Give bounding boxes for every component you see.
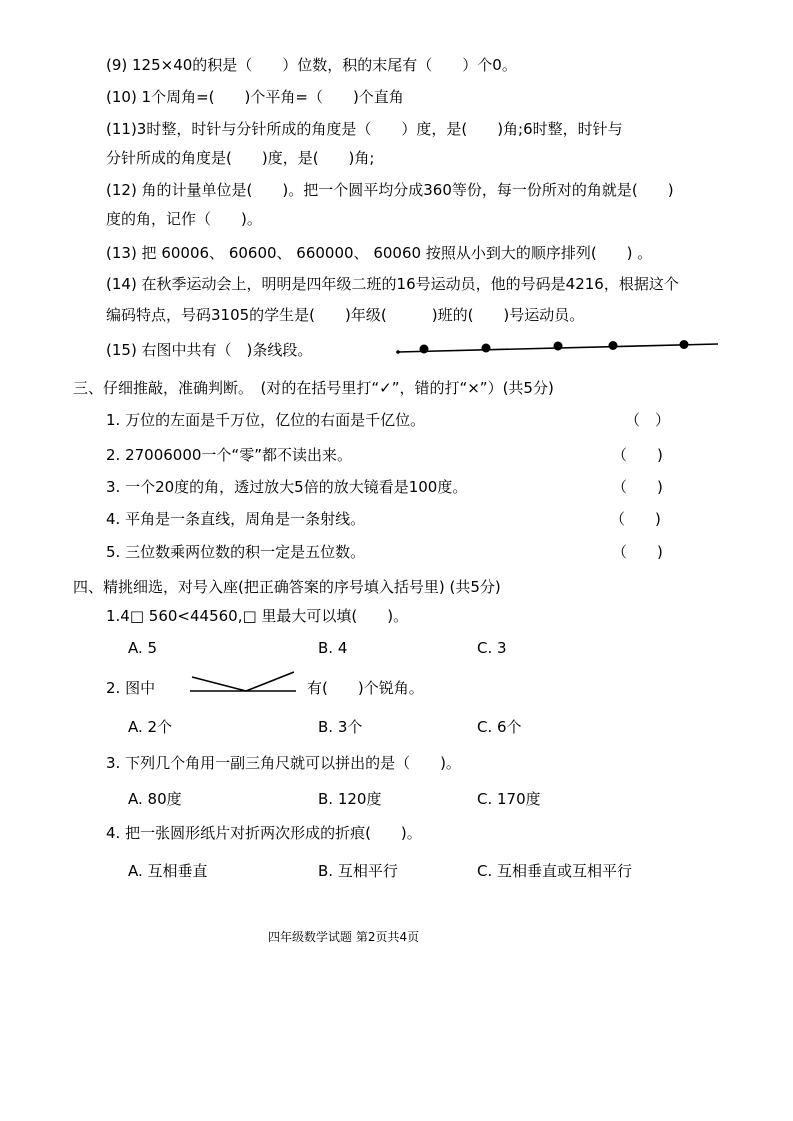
line-segments-figure [396, 338, 720, 358]
option-c[interactable]: C. 互相垂直或互相平行 [477, 862, 633, 880]
figure-point [396, 350, 400, 354]
figure-point [482, 344, 491, 353]
option-a[interactable]: A. 80度 [128, 790, 182, 808]
option-b[interactable]: B. 4 [318, 639, 348, 657]
question-15: (15) 右图中共有（ )条线段。 [106, 341, 313, 359]
question-10: (10) 1个周角=( )个平角=（ )个直角 [106, 88, 404, 106]
judge-item: 3. 一个20度的角，透过放大5倍的放大镜看是100度。 [106, 478, 468, 496]
question-13: (13) 把 60006、 60600、 660000、 60060 按照从小到大的顺序排列( ) 。 [106, 244, 653, 262]
question-14-line1: (14) 在秋季运动会上，明明是四年级二班的16号运动员，他的号码是4216，根据这个 [106, 275, 679, 293]
judge-item: 4. 平角是一条直线，周角是一条射线。 [106, 510, 366, 528]
question-11-line1: (11)3时整，时针与分针所成的角度是（ ）度，是( )角;6时整，时针与 [106, 120, 623, 138]
figure-point [680, 340, 689, 349]
choice-question-4: 4. 把一张圆形纸片对折两次形成的折痕( )。 [106, 824, 422, 842]
answer-bracket[interactable]: （ ) [610, 510, 661, 528]
choice-question-1: 1.4□ 560<44560,□ 里最大可以填( )。 [106, 607, 409, 625]
choice-question-2-prefix: 2. 图中 [106, 679, 156, 697]
answer-bracket[interactable]: （ ) [612, 478, 663, 496]
section-3-heading: 三、仔细推敲，准确判断。 (对的在括号里打“✓”，错的打“×”）(共5分) [73, 379, 554, 397]
question-9: (9) 125×40的积是（ ）位数，积的末尾有（ ）个0。 [106, 56, 517, 74]
figure-point [420, 345, 429, 354]
judge-item: 2. 27006000一个“零”都不读出来。 [106, 446, 352, 464]
option-c[interactable]: C. 6个 [477, 718, 522, 736]
option-a[interactable]: A. 互相垂直 [128, 862, 208, 880]
question-12-line2: 度的角，记作（ )。 [106, 210, 262, 228]
angles-figure [190, 670, 298, 694]
figure-line [246, 672, 294, 691]
option-a[interactable]: A. 5 [128, 639, 158, 657]
question-14-line2: 编码特点，号码3105的学生是( )年级( )班的( )号运动员。 [106, 306, 585, 324]
question-11-line2: 分针所成的角度是( )度，是( )角; [106, 149, 375, 167]
answer-bracket[interactable]: （ ) [612, 543, 663, 561]
figure-line [192, 677, 246, 691]
question-12-line1: (12) 角的计量单位是( )。把一个圆平均分成360等份，每一份所对的角就是( ) [106, 181, 674, 199]
option-b[interactable]: B. 120度 [318, 790, 382, 808]
option-a[interactable]: A. 2个 [128, 718, 173, 736]
choice-question-2-suffix: 有( )个锐角。 [307, 679, 424, 697]
judge-item: 5. 三位数乘两位数的积一定是五位数。 [106, 543, 366, 561]
choice-question-3: 3. 下列几个角用一副三角尺就可以拼出的是（ )。 [106, 754, 461, 772]
figure-point [609, 341, 618, 350]
option-c[interactable]: C. 3 [477, 639, 507, 657]
page-footer: 四年级数学试题 第2页共4页 [268, 930, 420, 944]
answer-bracket[interactable]: （ ) [612, 446, 663, 464]
section-4-heading: 四、精挑细选，对号入座(把正确答案的序号填入括号里) (共5分) [73, 578, 501, 596]
figure-point [554, 342, 563, 351]
option-b[interactable]: B. 互相平行 [318, 862, 398, 880]
judge-item: 1. 万位的左面是千万位，亿位的右面是千亿位。 [106, 411, 426, 429]
answer-bracket[interactable]: （ ） [625, 411, 671, 429]
option-b[interactable]: B. 3个 [318, 718, 363, 736]
option-c[interactable]: C. 170度 [477, 790, 541, 808]
